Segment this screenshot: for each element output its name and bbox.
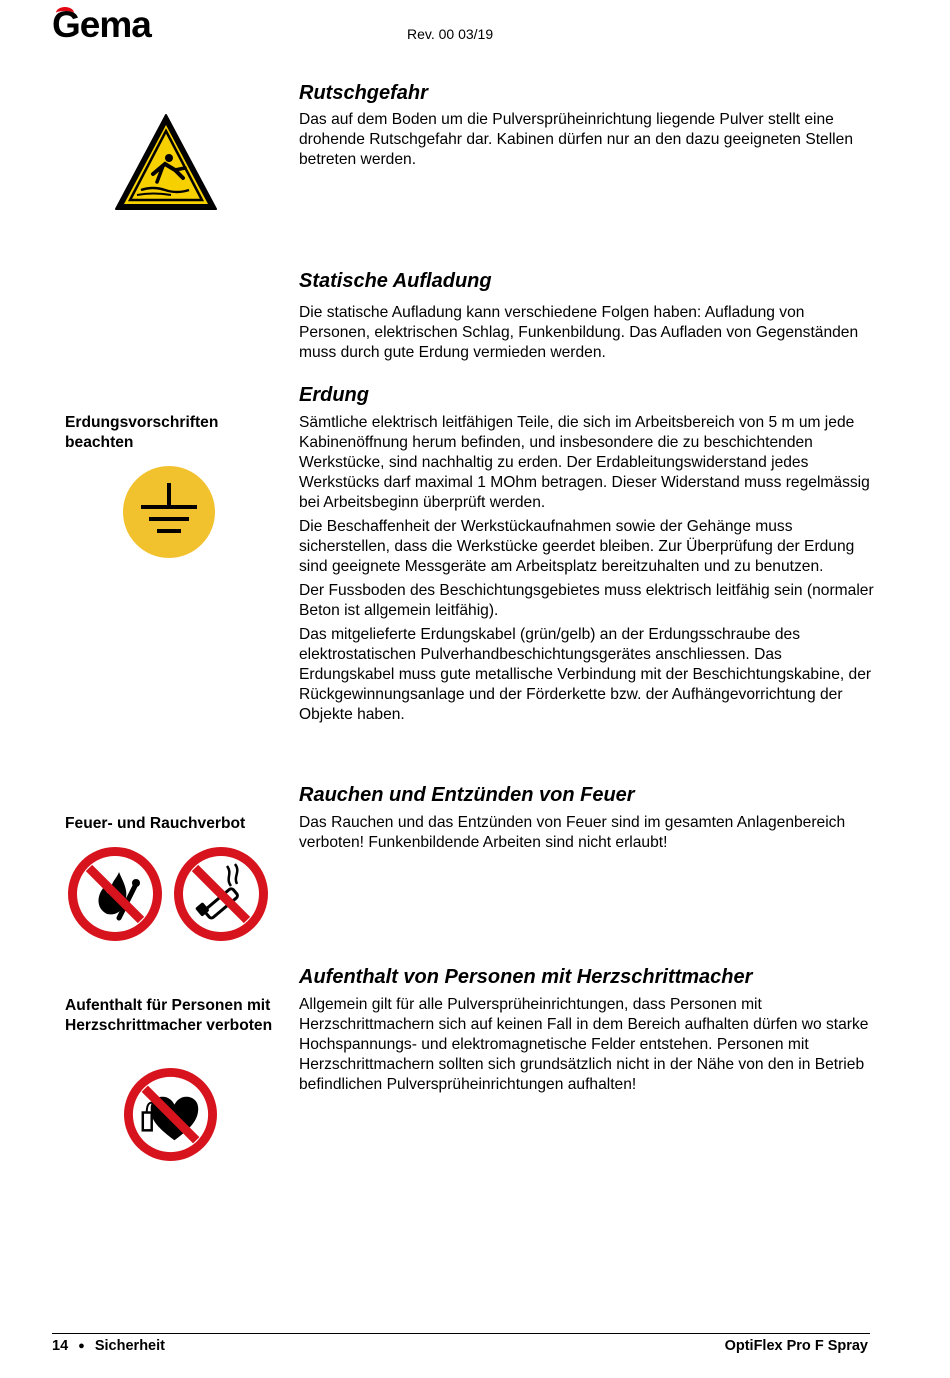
section-text: Das auf dem Boden um die Pulversprüheinrichtung liegende Pulver stellt eine drohende Rutschgefahr dar. Kabinen dürfen nur an den dazu geeigneten Stellen betreten werden. — [299, 111, 853, 168]
product-name: OptiFlex Pro F Spray — [724, 1338, 868, 1354]
section-text: Die statische Aufladung kann verschiedene Folgen haben: Aufladung von Personen, elektrischen Schlag, Funkenbildung. Das Aufladen von Gegenständen muss durch gute Erdung vermieden werden. — [299, 304, 859, 361]
footer-divider — [52, 1333, 870, 1334]
section-statische-aufladung — [299, 270, 874, 363]
no-pacemaker-icon — [123, 1067, 218, 1162]
side-label-erdung: Erdungsvorschriften beachten — [65, 414, 219, 451]
section-erdung — [299, 384, 874, 725]
chapter-name: Sicherheit — [94, 1338, 165, 1354]
no-smoking-icon — [173, 846, 269, 942]
side-label-herz: Aufenthalt für Personen mit Herzschrittmacher verboten — [65, 997, 273, 1034]
section-title: Statische Aufladung — [299, 270, 492, 292]
ground-symbol-icon — [122, 465, 216, 559]
section-title: Rauchen und Entzünden von Feuer — [299, 784, 635, 806]
logo-text: Gema — [52, 4, 151, 45]
section-title: Rutschgefahr — [299, 82, 428, 104]
section-herzschrittmacher — [299, 966, 874, 1095]
section-text: Das Rauchen und das Entzünden von Feuer sind im gesamten Anlagenbereich verboten! Funkenbildende Arbeiten sind nicht erlaubt! — [299, 814, 846, 851]
section-text: Allgemein gilt für alle Pulversprüheinrichtungen, dass Personen mit Herzschrittmachern sich auf keinen Fall in dem Bereich aufhalten dürfen wo starke Hochspannungs- und elektromagnetische Felder entstehen. Personen mit Herzschrittmachern sollten sich grundsätzlich nicht in der Nähe von den in Betrieb befindlichen Pulversprüheinrichtungen aufhalten! — [299, 996, 869, 1093]
gema-logo — [52, 4, 151, 46]
paragraph: Die Beschaffenheit der Werkstückaufnahmen sowie der Gehänge muss sicherstellen, dass die Werkstücke geerdet bleiben. Zur Überprüfung der Erdung sind geeignete Messgeräte am Arbeitsplatz bereitzuhalten und zu benutzen. — [299, 518, 855, 575]
section-rutschgefahr — [299, 82, 874, 170]
revision-label: Rev. 00 03/19 — [407, 26, 494, 42]
paragraph: Das mitgelieferte Erdungskabel (grün/gelb) an der Erdungsschraube des elektrostatischen Pulverhandbeschichtungsgerätes anschliessen. Das Erdungskabel muss gute metallische Verbindung mit der Beschichtungskabine, der Rückgewinnungsanlage und der Förderkette bzw. der Aufhängevorrichtung der Objekte haben. — [299, 626, 872, 723]
page-number: 14 — [52, 1338, 69, 1354]
paragraph: Der Fussboden des Beschichtungsgebietes muss elektrisch leitfähig sein (normaler Beton ist allgemein leitfähig). — [299, 582, 874, 619]
logo-swoosh-icon — [56, 7, 74, 19]
bullet-icon: ● — [78, 1340, 85, 1352]
no-open-flame-icon — [67, 846, 163, 942]
section-feuer — [299, 784, 874, 853]
paragraph: Sämtliche elektrisch leitfähigen Teile, die sich im Arbeitsbereich von 5 m um jede Kabinenöffnung herum befinden, und insbesondere die zu beschichtenden Werkstücke, sind nachhaltig zu erden. Der Erdableitungswiderstand jedes Werkstücks darf maximal 1 MOhm betragen. Dieser Widerstand muss regelmässig bei Arbeitsbeginn überprüft werden. — [299, 414, 870, 511]
slip-warning-icon — [113, 112, 219, 212]
section-title: Aufenthalt von Personen mit Herzschrittmacher — [299, 966, 753, 988]
section-title: Erdung — [299, 384, 369, 406]
footer-page-info — [52, 1338, 165, 1354]
side-label-feuer: Feuer- und Rauchverbot — [65, 815, 246, 832]
